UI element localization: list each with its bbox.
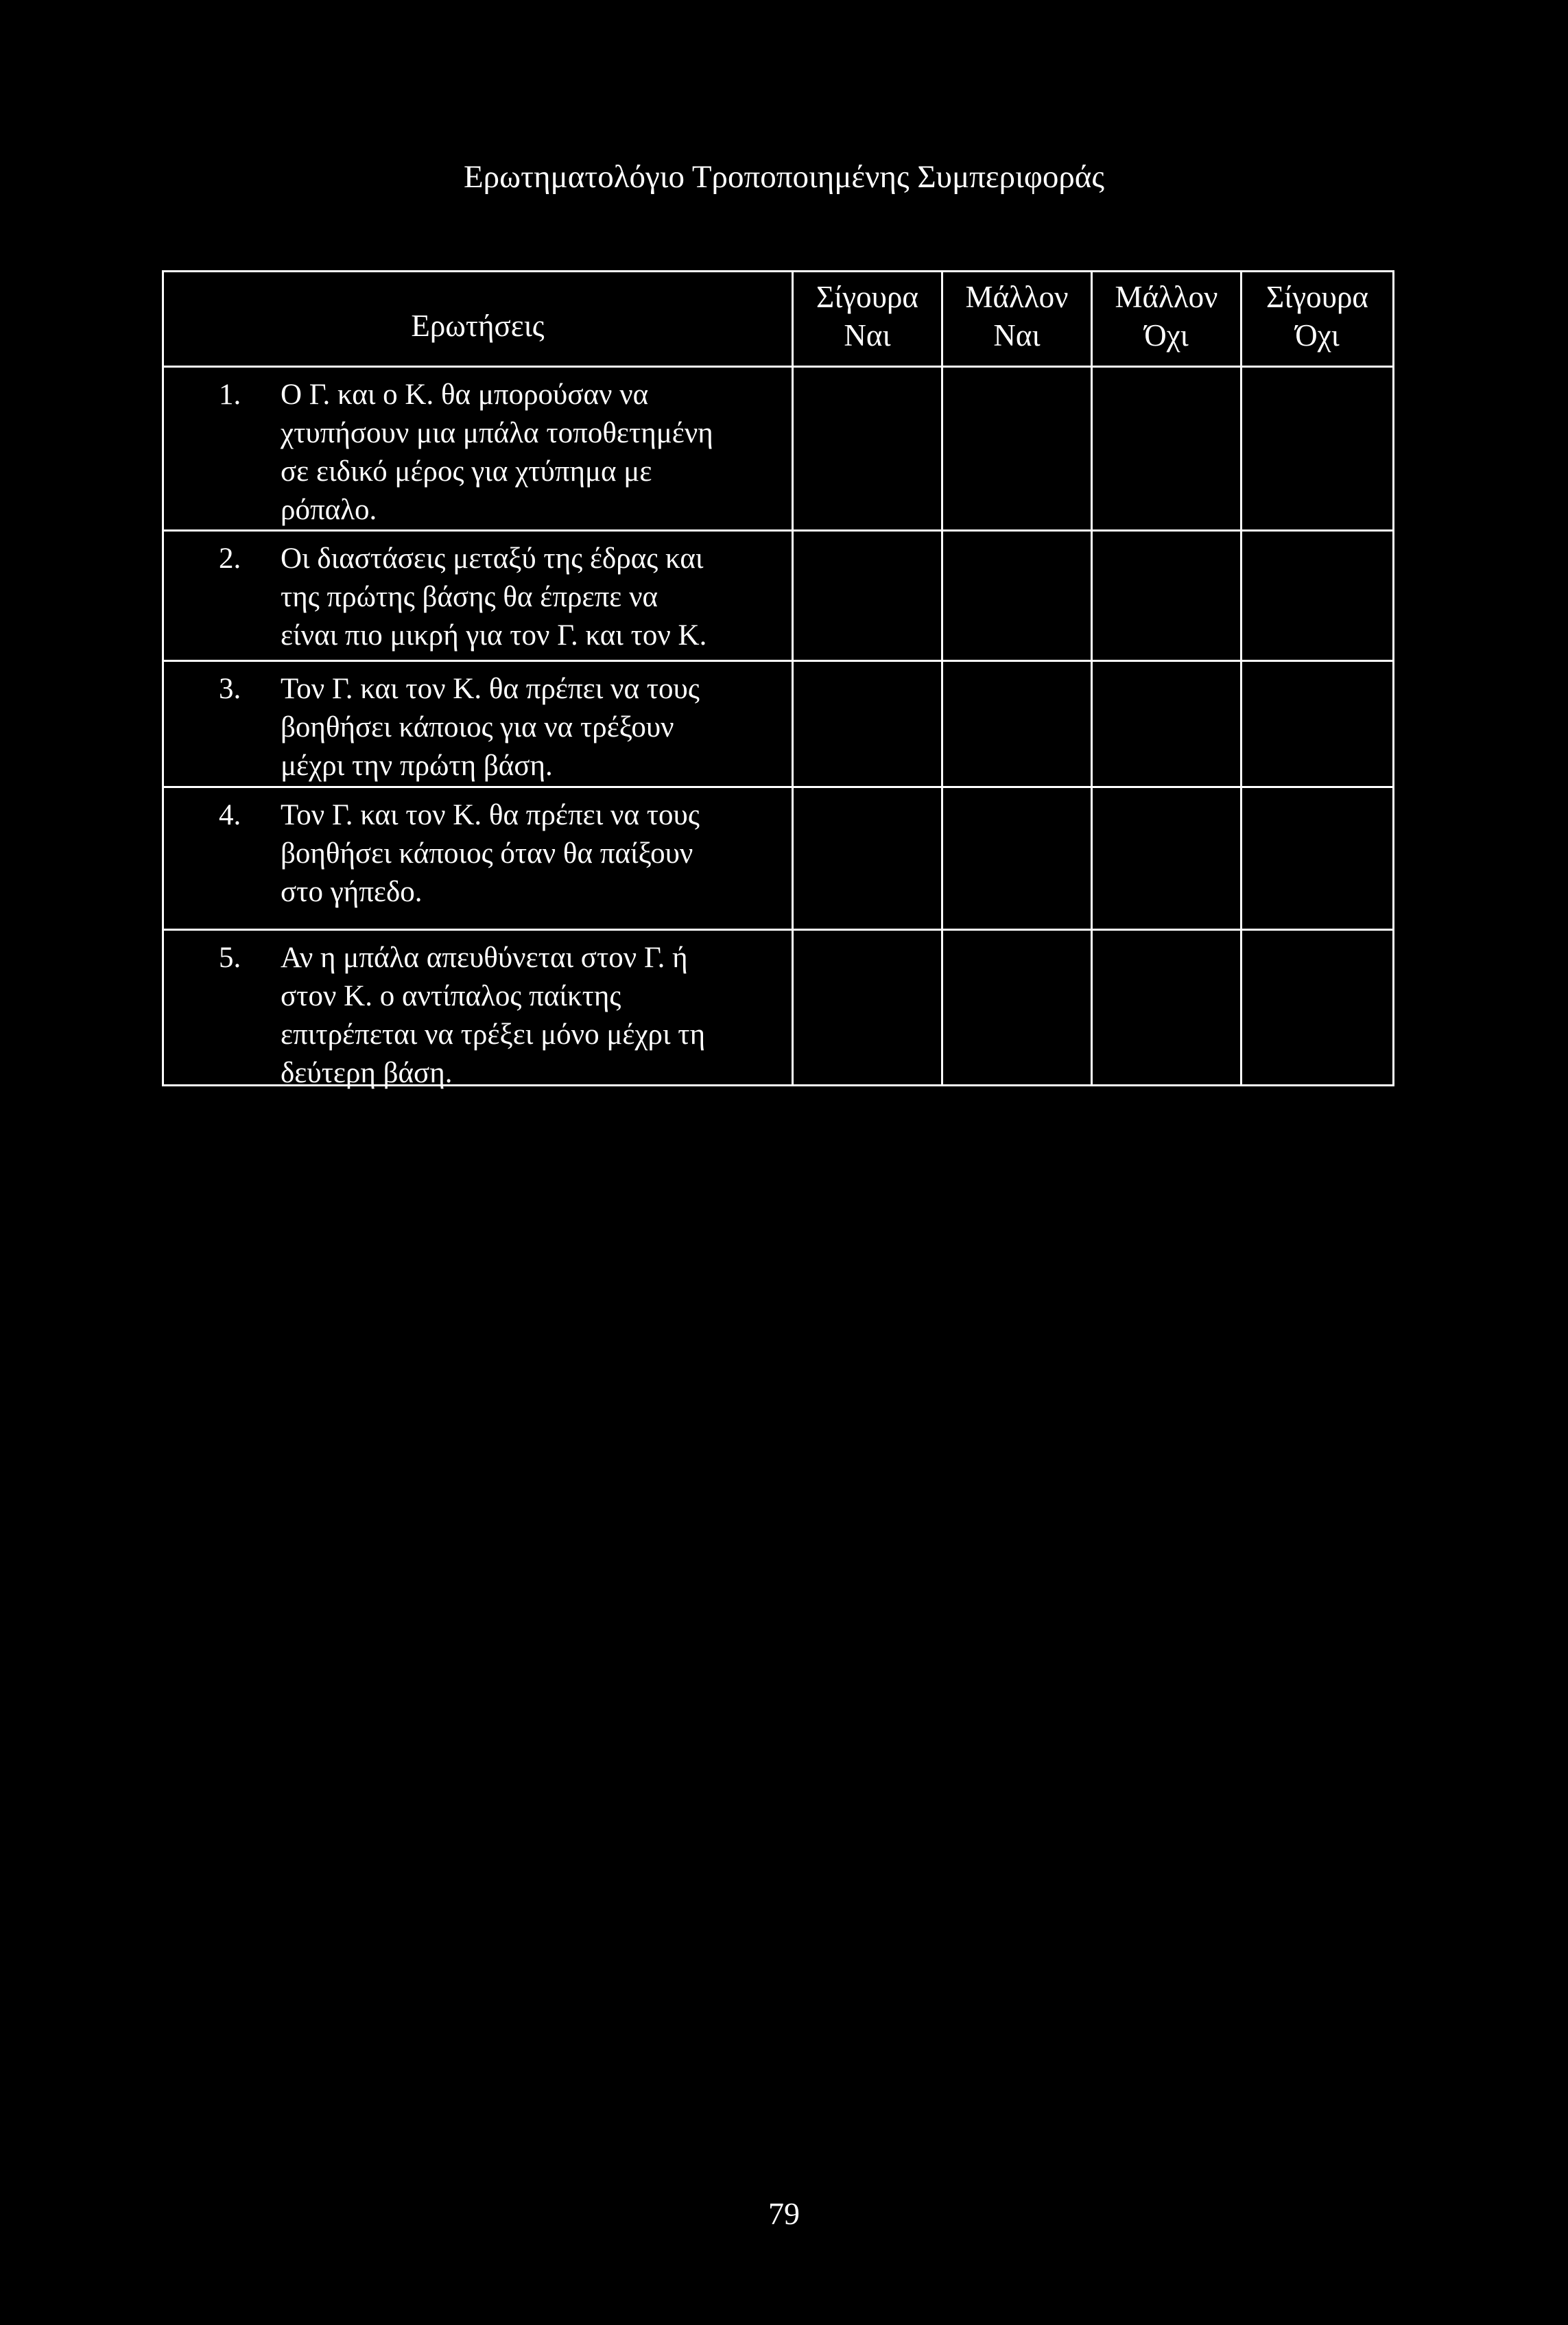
- answer-cell-definitely-no[interactable]: [1242, 788, 1392, 929]
- answer-cell-definitely-yes[interactable]: [794, 532, 943, 660]
- header-label-line1: Σίγουρα: [816, 280, 918, 314]
- answer-cell-probably-no[interactable]: [1093, 931, 1242, 1084]
- header-label-line1: Μάλλον: [1115, 280, 1218, 314]
- answer-cell-probably-yes[interactable]: [943, 368, 1093, 529]
- table-row: [164, 788, 1392, 931]
- page-number: 79: [768, 2196, 800, 2231]
- questions-header-cell: [164, 272, 794, 366]
- questionnaire-table: [162, 270, 1394, 1089]
- table-row: [164, 662, 1392, 788]
- answer-cell-definitely-yes[interactable]: [794, 931, 943, 1084]
- answer-cell-probably-yes[interactable]: [943, 931, 1093, 1084]
- page-title: Ερωτηματολόγιο Τροποποιημένης Συμπεριφοράς: [463, 159, 1105, 195]
- answer-cell-probably-no[interactable]: [1093, 662, 1242, 786]
- header-label-line1: Μάλλον: [965, 280, 1069, 314]
- question-cell: [164, 368, 794, 529]
- questions-header: Ερωτήσεις: [411, 309, 545, 343]
- answer-cell-definitely-no[interactable]: [1242, 931, 1392, 1084]
- answer-cell-definitely-yes[interactable]: [794, 368, 943, 529]
- question-number: 5.: [219, 942, 241, 974]
- question-number: 1.: [219, 379, 241, 411]
- question-text: Αν η μπάλα απευθύνεται στον Γ. ή στον Κ. ο αντίπαλος παίκτης επιτρέπεται να τρέξει μόνο μέχρι τη δεύτερη βάση.: [281, 942, 706, 1089]
- answer-cell-definitely-no[interactable]: [1242, 368, 1392, 529]
- header-label-line2: Ναι: [993, 318, 1041, 353]
- question-text: Οι διαστάσεις μεταξύ της έδρας και της πρώτης βάσης θα έπρεπε να είναι πιο μικρή για τον Γ. και τον Κ.: [281, 542, 707, 652]
- header-label-line2: Όχι: [1295, 318, 1340, 353]
- question-text: Ο Γ. και ο Κ. θα μπορούσαν να χτυπήσουν μια μπάλα τοποθετημένη σε ειδικό μέρος για χτύπημα με ρόπαλο.: [281, 379, 713, 526]
- answer-cell-definitely-yes[interactable]: [794, 788, 943, 929]
- header-definitely-no: [1242, 272, 1392, 366]
- table-row: [164, 532, 1392, 662]
- header-definitely-yes: [794, 272, 943, 366]
- question-cell: [164, 662, 794, 786]
- table-row: [164, 931, 1392, 1089]
- answer-cell-probably-no[interactable]: [1093, 532, 1242, 660]
- answer-cell-definitely-yes[interactable]: [794, 662, 943, 786]
- header-probably-no: [1093, 272, 1242, 366]
- table-header-row: [164, 272, 1392, 368]
- answer-cell-definitely-no[interactable]: [1242, 532, 1392, 660]
- question-number: 2.: [219, 542, 241, 575]
- question-number: 4.: [219, 799, 241, 831]
- question-cell: [164, 788, 794, 929]
- question-text: Τον Γ. και τον Κ. θα πρέπει να τους βοηθήσει κάποιος για να τρέξουν μέχρι την πρώτη βάση.: [281, 673, 700, 782]
- header-label-line2: Όχι: [1144, 318, 1189, 353]
- answer-cell-probably-yes[interactable]: [943, 532, 1093, 660]
- answer-cell-probably-yes[interactable]: [943, 662, 1093, 786]
- question-text: Τον Γ. και τον Κ. θα πρέπει να τους βοηθήσει κάποιος όταν θα παίξουν στο γήπεδο.: [281, 799, 700, 908]
- header-probably-yes: [943, 272, 1093, 366]
- header-label-line1: Σίγουρα: [1266, 280, 1368, 314]
- table-row: [164, 368, 1392, 532]
- question-cell: [164, 532, 794, 660]
- answer-cell-probably-yes[interactable]: [943, 788, 1093, 929]
- answer-cell-definitely-no[interactable]: [1242, 662, 1392, 786]
- answer-cell-probably-no[interactable]: [1093, 788, 1242, 929]
- answer-cell-probably-no[interactable]: [1093, 368, 1242, 529]
- question-number: 3.: [219, 673, 241, 705]
- header-label-line2: Ναι: [844, 318, 891, 353]
- question-cell: [164, 931, 794, 1089]
